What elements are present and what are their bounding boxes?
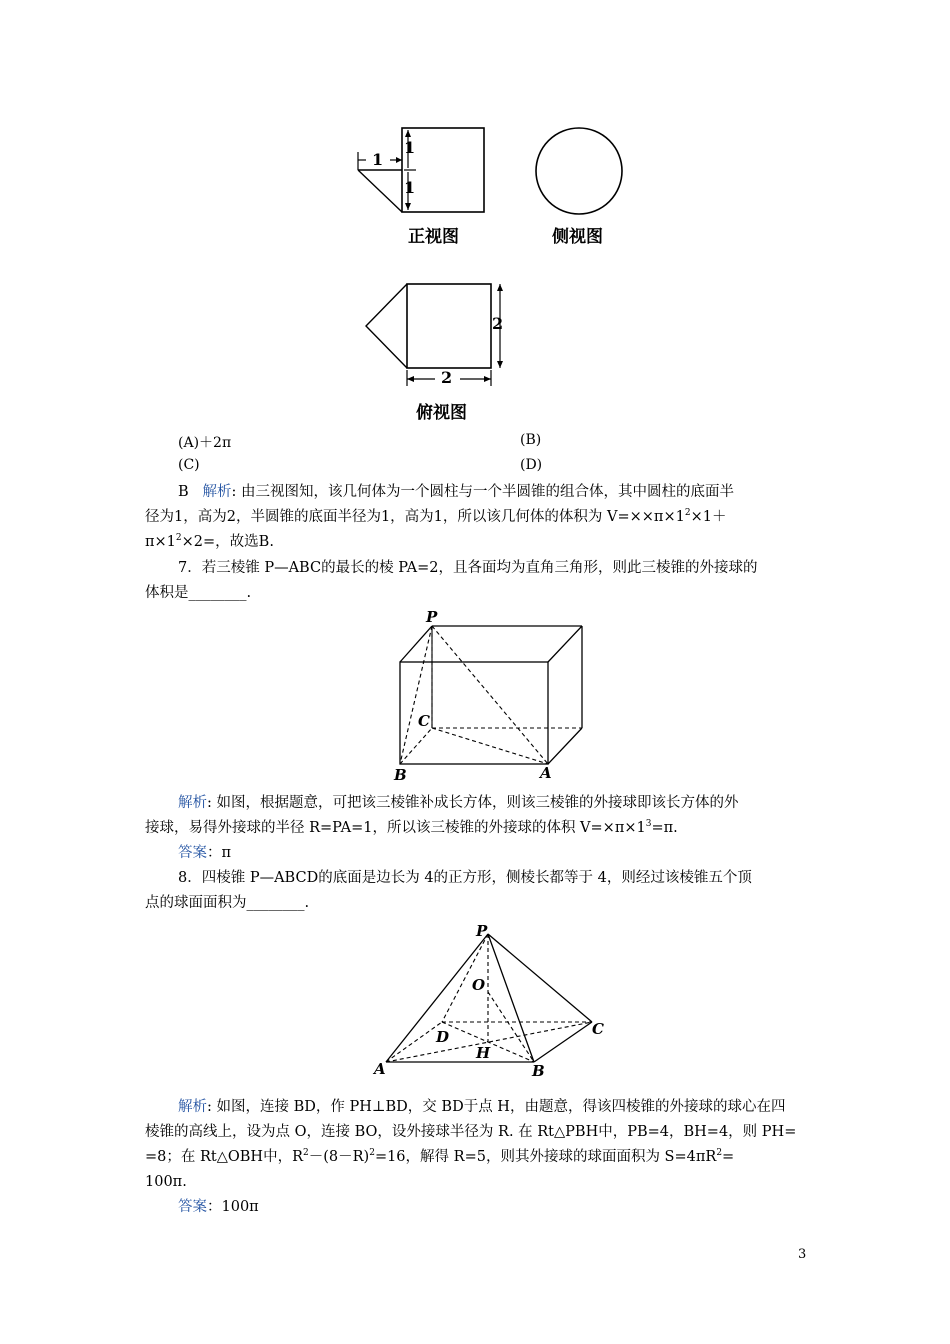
- q8-sol3-sup-1: 2: [303, 1148, 309, 1159]
- q6-line-3-a: π×1: [145, 534, 176, 550]
- q6-solution-line-3: [145, 532, 805, 552]
- top-view-figure: [360, 278, 520, 390]
- q6-line-2-tail: ×1＋: [690, 509, 727, 525]
- q8-label-B: B: [532, 1062, 545, 1080]
- q8-answer-value: ：100π: [207, 1199, 259, 1215]
- q8-analysis-tag: 解析: [178, 1099, 207, 1115]
- q7-question-line-2: 体积是________.: [145, 585, 252, 601]
- q7-solution-line-1: [178, 793, 805, 813]
- top-view-caption: 俯视图: [416, 403, 467, 423]
- q8-pyramid-figure: [370, 920, 620, 1085]
- q7-label-B: B: [394, 766, 407, 784]
- q7-solution-sup: 3: [645, 819, 652, 830]
- q8-label-D: D: [436, 1028, 450, 1046]
- q7-box-drawing: [388, 612, 598, 782]
- q8-sol3-a: =8；在 Rt△OBH中，R: [145, 1149, 303, 1165]
- top-dim-bottom: 2: [441, 368, 453, 387]
- q7-label-C: C: [418, 712, 430, 730]
- q8-sol3-sup-2: 2: [369, 1148, 375, 1159]
- q8-answer-line: [178, 1197, 805, 1217]
- q8-sol3-sup-3: 2: [716, 1148, 723, 1159]
- option-d: (D): [520, 457, 543, 473]
- side-view-circle: [534, 126, 626, 218]
- option-c: (C): [178, 457, 200, 473]
- q7-question-line-1: 7．若三棱锥 P—ABC的最长的棱 PA=2，且各面均为直角三角形，则此三棱锥的外接球的: [178, 560, 758, 576]
- q8-label-H: H: [476, 1044, 491, 1062]
- q7-label-P: P: [426, 608, 438, 626]
- q7-solution-text-1: : 如图，根据题意，可把该三棱锥补成长方体，则该三棱锥的外接球即该长方体的外: [207, 795, 739, 811]
- q8-solution-line-4: 100π.: [145, 1174, 187, 1190]
- option-a: (A)＋2π: [178, 435, 232, 451]
- front-view-figure: [350, 120, 490, 220]
- q8-sol3-b: －(8－R): [308, 1149, 370, 1165]
- q7-solution-text-2: 接球，易得外接球的半径 R=PA=1，所以该三棱锥的外接球的体积 V=×π×1: [145, 820, 646, 836]
- top-dim-right: 2: [492, 314, 504, 333]
- q8-sol3-d: =: [722, 1149, 735, 1165]
- q7-answer-tag: 答案: [178, 845, 207, 861]
- front-view-drawing: [350, 120, 490, 220]
- q7-solution-tail: =π.: [651, 820, 678, 836]
- side-view-figure: [534, 126, 626, 218]
- q8-solution-text-1: : 如图，连接 BD，作 PH⊥BD，交 BD于点 H，由题意，得该四棱锥的外接球的球心在四: [207, 1099, 786, 1115]
- q8-label-P: P: [476, 922, 488, 940]
- q7-label-A: A: [540, 764, 552, 782]
- front-dim-bottom: 1: [404, 178, 416, 197]
- q6-solution-line-2: [145, 507, 805, 527]
- q6-solution-line-1: [178, 482, 805, 502]
- page-number: 3: [798, 1247, 807, 1262]
- q8-solution-line-1: [178, 1097, 805, 1117]
- q7-solution-line-2: [145, 818, 805, 838]
- q6-answer-letter: B: [178, 484, 189, 500]
- q8-label-A: A: [374, 1060, 386, 1078]
- q6-analysis-tag: 解析: [202, 484, 232, 500]
- q7-analysis-tag: 解析: [178, 795, 207, 811]
- q8-label-O: O: [472, 976, 486, 994]
- q7-answer-value: ：π: [207, 845, 232, 861]
- front-dim-top: 1: [404, 138, 416, 157]
- q7-box-figure: [388, 608, 598, 784]
- q8-question-line-1: 8．四棱锥 P—ABCD的底面是边长为 4的正方形，侧棱长都等于 4，则经过该棱锥五个顶: [178, 870, 752, 886]
- option-b: (B): [520, 432, 542, 448]
- q6-line-1-text: : 由三视图知，该几何体为一个圆柱与一个半圆锥的组合体，其中圆柱的底面半: [231, 484, 734, 500]
- top-view-drawing: [360, 278, 520, 390]
- q8-solution-line-2: 棱锥的高线上，设为点 O，连接 BO，设外接球半径为 R. 在 Rt△PBH中，PB=4，BH=4，则 PH=: [145, 1124, 797, 1140]
- front-view-caption: 正视图: [408, 227, 459, 247]
- q8-sol3-c: =16，解得 R=5，则其外接球的球面面积为 S=4πR: [374, 1149, 717, 1165]
- front-dim-left: 1: [372, 150, 384, 169]
- q6-line-2-text: 径为1，高为2，半圆锥的底面半径为1，高为1，所以该几何体的体积为 V=××π×1: [145, 509, 685, 525]
- q8-label-C: C: [592, 1020, 604, 1038]
- q6-line-2-sup: 2: [684, 508, 691, 519]
- q8-solution-line-3: [145, 1147, 805, 1167]
- q8-answer-tag: 答案: [178, 1199, 207, 1215]
- q8-question-line-2: 点的球面面积为________.: [145, 895, 310, 911]
- q7-answer-line: [178, 843, 805, 863]
- q6-line-3-sup: 2: [175, 533, 182, 544]
- q6-line-3-b: ×2=，故选B.: [181, 534, 274, 550]
- q8-pyramid-drawing: [370, 920, 620, 1085]
- side-view-caption: 侧视图: [552, 227, 603, 247]
